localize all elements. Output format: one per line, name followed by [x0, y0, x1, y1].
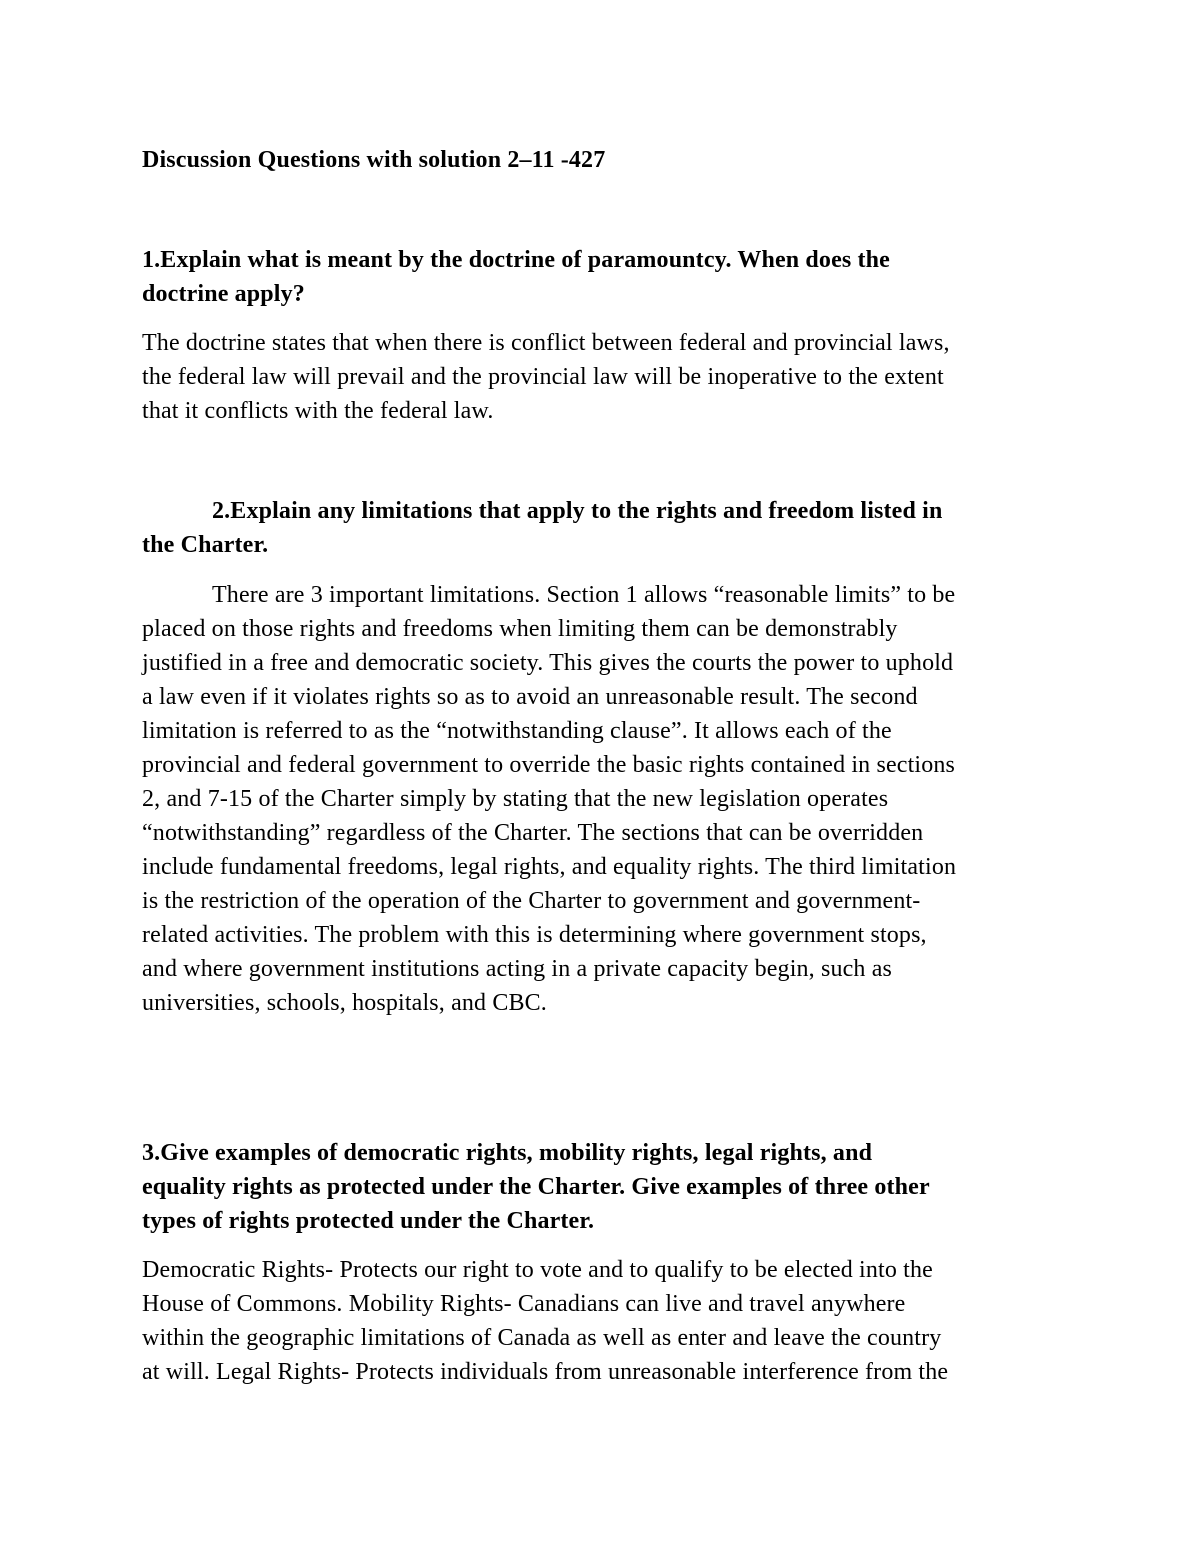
q3-answer-line: Democratic Rights- Protects our right to vote and to qualify to be elected into the	[142, 1257, 933, 1283]
q1-answer-line: that it conflicts with the federal law.	[142, 398, 494, 424]
q2-question-line: the Charter.	[142, 532, 269, 558]
q2-answer-line: 2, and 7-15 of the Charter simply by stating that the new legislation operates	[142, 786, 889, 812]
q1-answer-line: the federal law will prevail and the provincial law will be inoperative to the extent	[142, 364, 944, 390]
q1-answer-line: The doctrine states that when there is conflict between federal and provincial laws,	[142, 330, 950, 356]
q3-question-line: types of rights protected under the Charter.	[142, 1208, 595, 1234]
q3-question-line: 3.Give examples of democratic rights, mobility rights, legal rights, and	[142, 1140, 873, 1166]
q2-answer-line: justified in a free and democratic society. This gives the courts the power to uphold	[142, 650, 954, 676]
q2-answer-line: is the restriction of the operation of the Charter to government and government-	[142, 888, 921, 914]
q2-answer-line: related activities. The problem with this is determining where government stops,	[142, 922, 927, 948]
q3-answer-line: within the geographic limitations of Canada as well as enter and leave the country	[142, 1325, 942, 1351]
q1-question-line: doctrine apply?	[142, 281, 305, 307]
q3-question-line: equality rights as protected under the Charter. Give examples of three other	[142, 1174, 930, 1200]
q3-answer-line: House of Commons. Mobility Rights- Canadians can live and travel anywhere	[142, 1291, 906, 1317]
document-title: Discussion Questions with solution 2–11 -427	[142, 147, 606, 173]
q2-answer-line: limitation is referred to as the “notwithstanding clause”. It allows each of the	[142, 718, 892, 744]
q2-answer-line: and where government institutions acting in a private capacity begin, such as	[142, 956, 892, 982]
q1-question-line: 1.Explain what is meant by the doctrine of paramountcy. When does the	[142, 247, 890, 273]
q2-answer-line: “notwithstanding” regardless of the Charter. The sections that can be overridden	[142, 820, 924, 846]
q2-question-line: 2.Explain any limitations that apply to the rights and freedom listed in	[212, 498, 943, 524]
q2-answer-line: universities, schools, hospitals, and CBC.	[142, 990, 547, 1016]
q2-answer-line: provincial and federal government to override the basic rights contained in sections	[142, 752, 956, 778]
q2-answer-line: placed on those rights and freedoms when limiting them can be demonstrably	[142, 616, 898, 642]
q3-answer-line: at will. Legal Rights- Protects individuals from unreasonable interference from the	[142, 1359, 949, 1385]
q2-answer-line: include fundamental freedoms, legal rights, and equality rights. The third limitation	[142, 854, 957, 880]
q2-answer-line: a law even if it violates rights so as to avoid an unreasonable result. The second	[142, 684, 918, 710]
q2-answer-line: There are 3 important limitations. Section 1 allows “reasonable limits” to be	[212, 582, 956, 608]
